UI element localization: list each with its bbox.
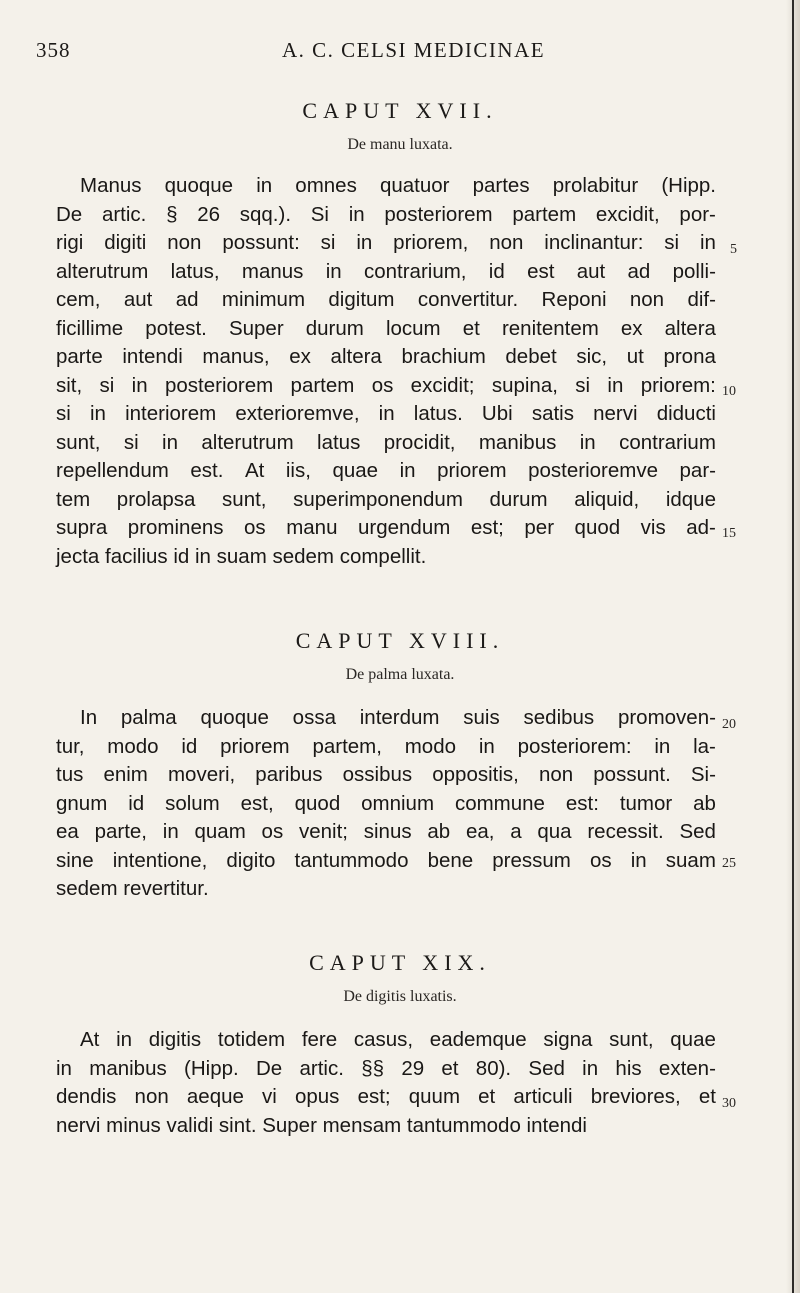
- text-line: ea parte, in quam os venit; sinus ab ea, a qua recessit. Sed: [56, 820, 716, 843]
- text-line: tus enim moveri, paribus ossibus oppositis, non possunt. Si-: [56, 763, 716, 786]
- text-line: alterutrum latus, manus in contrarium, id est aut ad polli-: [56, 259, 716, 283]
- page-edge: [792, 0, 794, 1293]
- text-line: De artic. § 26 sqq.). Si in posteriorem partem excidit, por-: [56, 202, 716, 226]
- text-line: In palma quoque ossa interdum suis sedibus promoven-: [80, 706, 716, 729]
- text-line: nervi minus validi sint. Super mensam tantummodo intendi: [56, 1113, 587, 1137]
- text-line: tem prolapsa sunt, superimponendum durum aliquid, idque: [56, 487, 716, 511]
- text-line: parte intendi manus, ex altera brachium debet sic, ut prona: [56, 345, 716, 368]
- text-line: repellendum est. At iis, quae in priorem posterioremve par-: [56, 459, 716, 482]
- text-line: sit, si in posteriorem partem os excidit; supina, si in priorem:: [56, 373, 716, 397]
- line-number: 30: [722, 1096, 736, 1111]
- text-line: in manibus (Hipp. De artic. §§ 29 et 80). Sed in his exten-: [56, 1056, 716, 1080]
- line-number: 20: [722, 717, 736, 732]
- chapter-subtitle: De palma luxata.: [345, 666, 455, 683]
- chapter-text: [56, 704, 716, 904]
- line-number: 15: [722, 526, 736, 541]
- chapter-subtitle: De manu luxata.: [347, 136, 453, 153]
- chapter-title: CAPUT XVII.: [302, 98, 498, 123]
- text-line: si in interiorem exterioremve, in latus. Ubi satis nervi diducti: [56, 402, 716, 425]
- page-number: 358: [36, 38, 71, 62]
- text-line: cem, aut ad minimum digitum convertitur. Reponi non dif-: [56, 288, 716, 311]
- chapter-title: CAPUT XIX.: [309, 950, 491, 975]
- text-line: Manus quoque in omnes quatuor partes prolabitur (Hipp.: [80, 174, 716, 197]
- line-number: 10: [722, 384, 736, 399]
- text-line: ficillime potest. Super durum locum et renitentem ex altera: [56, 316, 716, 340]
- text-line: sedem revertitur.: [56, 877, 209, 900]
- line-number: 5: [730, 242, 737, 257]
- text-line: sine intentione, digito tantummodo bene pressum os in suam: [56, 848, 716, 872]
- running-title: A. C. CELSI MEDICINAE: [282, 38, 546, 62]
- text-line: sunt, si in alterutrum latus procidit, manibus in contrarium: [56, 430, 716, 454]
- text-line: dendis non aeque vi opus est; quum et articuli breviores, et: [56, 1085, 716, 1108]
- running-head: [36, 38, 736, 68]
- chapter-subtitle: De digitis luxatis.: [343, 988, 457, 1005]
- text-line: rigi digiti non possunt: si in priorem, non inclinantur: si in: [56, 231, 716, 254]
- chapter-text: [56, 172, 716, 571]
- chapter-text: [56, 1026, 716, 1140]
- text-line: supra prominens os manu urgendum est; per quod vis ad-: [56, 516, 716, 539]
- text-line: gnum id solum est, quod omnium commune est: tumor ab: [56, 791, 716, 815]
- text-line: jecta facilius id in suam sedem compellit.: [56, 544, 427, 568]
- line-number: 25: [722, 856, 736, 871]
- chapter-title: CAPUT XVIII.: [295, 628, 505, 653]
- text-line: tur, modo id priorem partem, modo in posteriorem: in la-: [56, 734, 716, 758]
- text-line: At in digitis totidem fere casus, eademque signa sunt, quae: [80, 1028, 716, 1051]
